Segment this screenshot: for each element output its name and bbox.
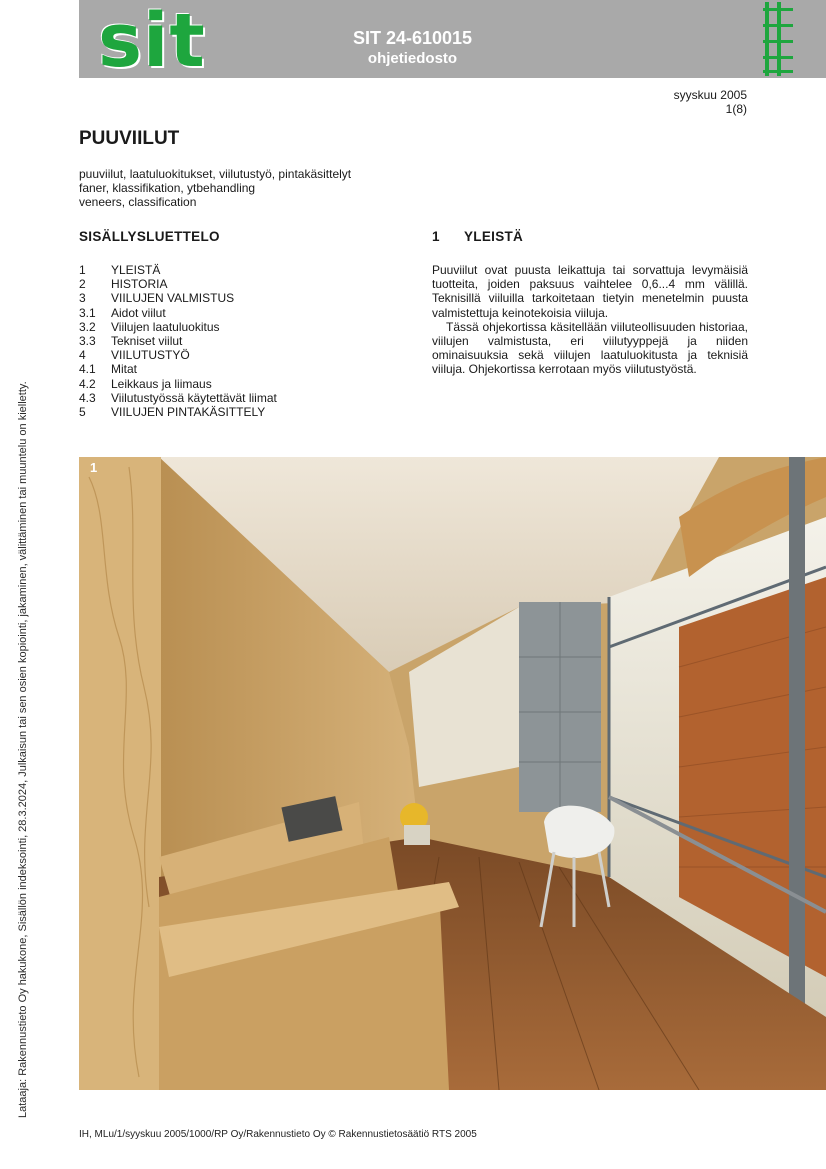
keywords-english: veneers, classification xyxy=(79,195,197,209)
keywords-swedish: faner, klassifikation, ytbehandling xyxy=(79,181,256,195)
download-notice: Lataaja: Rakennustieto Oy hakukone, Sisällön indeksointi, 28.3.2024, Julkaisun tai sen osien kopiointi, jakaminen, välittäminen tai muuntelu on kielletty. xyxy=(17,381,29,1118)
rt-logo-icon xyxy=(763,0,793,78)
keywords xyxy=(79,167,351,209)
toc-item: 3.2 Viilujen laatuluokitus xyxy=(79,319,220,334)
toc-item: 4.2 Leikkaus ja liimaus xyxy=(79,376,212,391)
toc-item: 4.3 Viilutustyössä käytettävät liimat xyxy=(79,390,277,405)
table-of-contents xyxy=(79,263,277,419)
toc-item: 2 HISTORIA xyxy=(79,277,168,292)
sit-logo: sit xyxy=(98,0,206,84)
toc-item: 3.1 Aidot viilut xyxy=(79,305,166,320)
toc-item: 4 VIILUTUSTYÖ xyxy=(79,348,190,363)
figure-number: 1 xyxy=(90,460,98,475)
toc-heading: SISÄLLYSLUETTELO xyxy=(79,229,220,244)
section-body xyxy=(432,263,748,377)
document-type: ohjetiedosto xyxy=(367,50,458,67)
interior-photo-illustration xyxy=(79,457,826,1090)
document-code: SIT 24-610015 xyxy=(352,28,473,48)
toc-item: 5 VIILUJEN PINTAKÄSITTELY xyxy=(79,405,266,420)
footer-credits: IH, MLu/1/syyskuu 2005/1000/RP Oy/Rakennustieto Oy © Rakennustietosäätiö RTS 2005 xyxy=(79,1129,477,1140)
publication-date: syyskuu 2005 xyxy=(673,88,747,102)
section-heading: 1 YLEISTÄ xyxy=(432,229,524,244)
toc-item: 4.1 Mitat xyxy=(79,362,138,377)
interior-photo xyxy=(79,457,826,1090)
toc-item: 3 VIILUJEN VALMISTUS xyxy=(79,291,235,306)
page-number: 1(8) xyxy=(725,102,747,116)
toc-item: 3.3 Tekniset viilut xyxy=(79,334,183,349)
paragraph: Puuviilut ovat puusta leikattuja tai sorvattuja levymäisiä tuotteita, joiden paksuus vaihtelee 0,6...4 mm välillä. Teknisillä viiluilla tarkoitetaan tietyin menetelmin puusta valmistettuja keinotekoisia viiluja. xyxy=(432,263,748,320)
page-title: PUUVIILUT xyxy=(79,128,180,149)
toc-item: 1 YLEISTÄ xyxy=(79,263,161,277)
paragraph: Tässä ohjekortissa käsitellään viiluteollisuuden historiaa, viilujen valmistusta, eri viilutyyppejä ja niiden ominaisuuksia sekä viilujen laatuluokitusta ja teknisiä viiluja. Ohjekortissa kerrotaan myös viilutustyöstä. xyxy=(432,319,748,377)
keywords-finnish: puuviilut, laatuluokitukset, viilutustyö, pintakäsittelyt xyxy=(79,167,352,181)
